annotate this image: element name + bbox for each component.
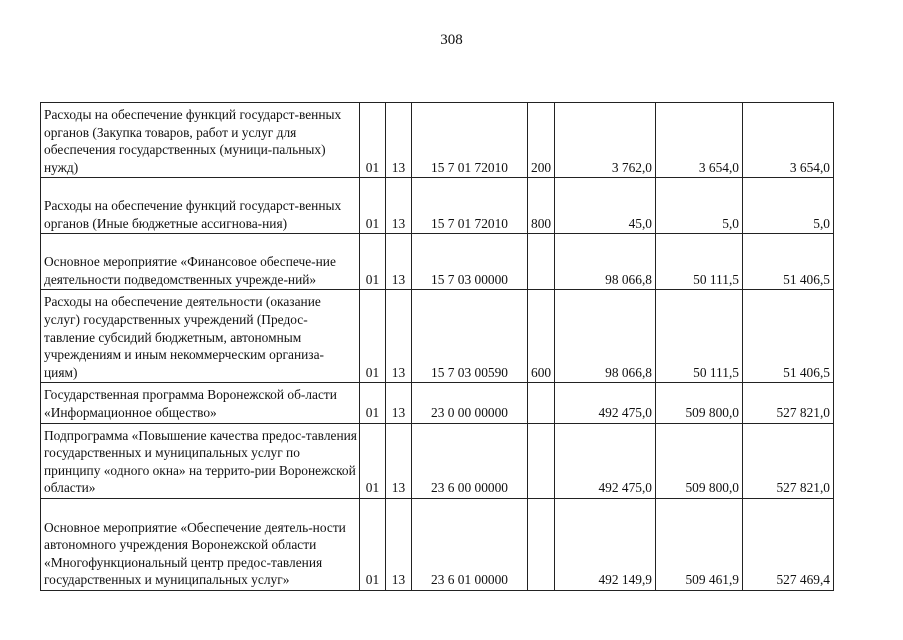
- row-expense-type: [528, 234, 555, 290]
- row-name: Государственная программа Воронежской об-ласти «Информационное общество»: [41, 383, 360, 423]
- row-target-article: 15 7 03 00590: [412, 290, 528, 383]
- row-amount-year-1: 45,0: [555, 178, 656, 234]
- table-row: [41, 178, 834, 234]
- table-row: [41, 383, 834, 423]
- row-amount-year-2: 5,0: [656, 178, 743, 234]
- row-amount-year-3: 527 821,0: [743, 423, 834, 498]
- row-subsection: 13: [386, 290, 412, 383]
- row-expense-type: 200: [528, 103, 555, 178]
- row-section: 01: [360, 423, 386, 498]
- row-amount-year-1: 492 475,0: [555, 383, 656, 423]
- row-amount-year-3: 5,0: [743, 178, 834, 234]
- row-name: Расходы на обеспечение деятельности (оказание услуг) государственных учреждений (Предос-тавление субсидий бюджетным, автономным учреждениям и иным некоммерческим организа-циям): [41, 290, 360, 383]
- row-subsection: 13: [386, 383, 412, 423]
- row-target-article: 15 7 01 72010: [412, 178, 528, 234]
- row-section: 01: [360, 290, 386, 383]
- row-amount-year-1: 98 066,8: [555, 234, 656, 290]
- row-name: Подпрограмма «Повышение качества предос-тавления государственных и муниципальных услуг по принципу «одного окна» на террито-рии Воронежской области»: [41, 423, 360, 498]
- row-section: 01: [360, 383, 386, 423]
- table-row: [41, 103, 834, 178]
- table-row: [41, 234, 834, 290]
- row-name: Расходы на обеспечение функций государст-венных органов (Закупка товаров, работ и услуг для обеспечения государственных (муници-пальных) нужд): [41, 103, 360, 178]
- row-amount-year-2: 50 111,5: [656, 234, 743, 290]
- page-number: 308: [440, 32, 463, 48]
- row-target-article: 15 7 01 72010: [412, 103, 528, 178]
- row-expense-type: [528, 423, 555, 498]
- row-amount-year-2: 509 800,0: [656, 383, 743, 423]
- row-subsection: 13: [386, 423, 412, 498]
- row-name: Основное мероприятие «Финансовое обеспече-ние деятельности подведомственных учрежде-ний»: [41, 234, 360, 290]
- row-amount-year-2: 3 654,0: [656, 103, 743, 178]
- row-amount-year-2: 50 111,5: [656, 290, 743, 383]
- row-target-article: 23 0 00 00000: [412, 383, 528, 423]
- row-name: Основное мероприятие «Обеспечение деятель-ности автономного учреждения Воронежской области «Многофункциональный центр предос-тавления государственных и муниципальных услуг»: [41, 498, 360, 590]
- row-amount-year-2: 509 461,9: [656, 498, 743, 590]
- row-amount-year-3: 51 406,5: [743, 290, 834, 383]
- row-subsection: 13: [386, 498, 412, 590]
- row-section: 01: [360, 178, 386, 234]
- row-subsection: 13: [386, 178, 412, 234]
- row-subsection: 13: [386, 234, 412, 290]
- row-amount-year-1: 3 762,0: [555, 103, 656, 178]
- row-target-article: 23 6 00 00000: [412, 423, 528, 498]
- row-amount-year-3: 3 654,0: [743, 103, 834, 178]
- row-section: 01: [360, 498, 386, 590]
- row-expense-type: 600: [528, 290, 555, 383]
- row-section: 01: [360, 103, 386, 178]
- row-subsection: 13: [386, 103, 412, 178]
- table-row: [41, 423, 834, 498]
- row-section: 01: [360, 234, 386, 290]
- row-target-article: 15 7 03 00000: [412, 234, 528, 290]
- row-expense-type: [528, 498, 555, 590]
- row-amount-year-2: 509 800,0: [656, 423, 743, 498]
- table-row: [41, 498, 834, 590]
- row-amount-year-3: 51 406,5: [743, 234, 834, 290]
- row-expense-type: [528, 383, 555, 423]
- row-amount-year-3: 527 469,4: [743, 498, 834, 590]
- row-amount-year-3: 527 821,0: [743, 383, 834, 423]
- table-row: [41, 290, 834, 383]
- row-name: Расходы на обеспечение функций государст-венных органов (Иные бюджетные ассигнова-ния): [41, 178, 360, 234]
- row-target-article: 23 6 01 00000: [412, 498, 528, 590]
- row-amount-year-1: 492 475,0: [555, 423, 656, 498]
- row-amount-year-1: 492 149,9: [555, 498, 656, 590]
- budget-table: [40, 102, 834, 591]
- row-amount-year-1: 98 066,8: [555, 290, 656, 383]
- row-expense-type: 800: [528, 178, 555, 234]
